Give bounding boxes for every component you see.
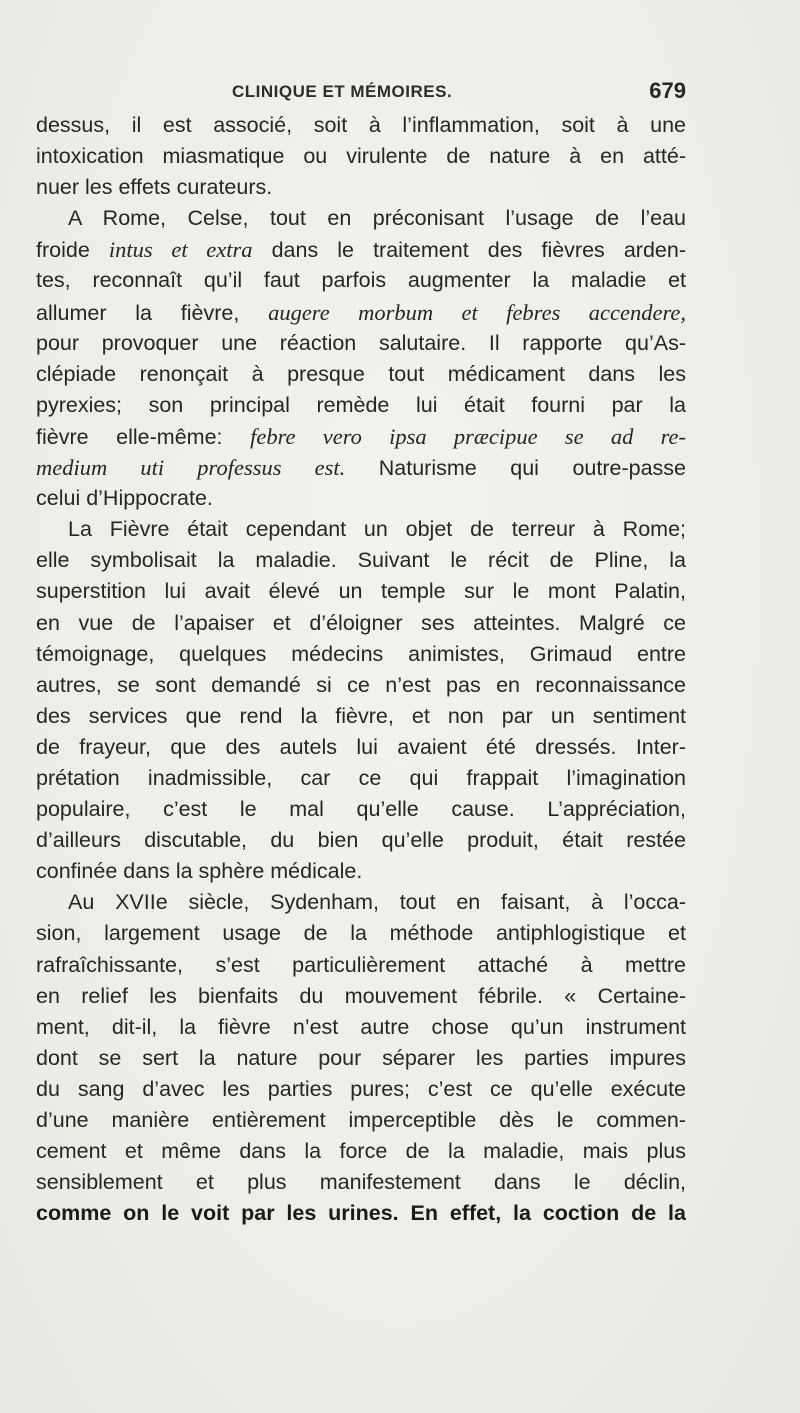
text-line — [36, 981, 686, 1012]
text-segment: superstition lui avait élevé un temple sur le mont Palatin, — [36, 579, 686, 604]
text-segment: du sang d’avec les parties pures; c’est ce qu’elle exécute — [36, 1076, 686, 1101]
text-segment: allumer la fièvre, — [36, 300, 269, 325]
text-line — [36, 483, 686, 514]
text-segment: dans le traitement des fièvres arden- — [252, 238, 687, 263]
text-line — [36, 608, 686, 639]
text-segment: fièvre elle-même: — [36, 424, 251, 449]
text-line — [36, 514, 686, 545]
text-segment: elle symbolisait la maladie. Suivant le récit de Pline, la — [36, 548, 686, 573]
text-segment: pyrexies; son principal remède lui était fourni par la — [36, 392, 686, 417]
text-segment: des services que rend la fièvre, et non par un sentiment — [36, 703, 686, 728]
running-head: CLINIQUE ET MÉMOIRES. — [232, 82, 453, 101]
text-line — [36, 701, 686, 732]
text-line — [36, 421, 686, 452]
text-segment: ment, dit-il, la fièvre n’est autre chose qu’un instrument — [36, 1014, 686, 1039]
text-line — [36, 639, 686, 670]
text-line — [36, 794, 686, 825]
text-line — [36, 732, 686, 763]
text-line — [36, 297, 686, 328]
text-segment: Au XVIIe siècle, Sydenham, tout en faisant, à l’occa- — [68, 890, 686, 915]
text-line — [36, 763, 686, 794]
text-line — [36, 110, 686, 141]
text-line — [36, 203, 686, 234]
text-line — [36, 265, 686, 296]
text-segment: froide — [36, 238, 109, 263]
text-segment: dont se sert la nature pour séparer les parties impures — [36, 1045, 686, 1070]
text-line — [36, 670, 686, 701]
text-line — [36, 918, 686, 949]
text-line — [36, 1167, 686, 1198]
text-line — [36, 950, 686, 981]
text-segment: nuer les effets curateurs. — [36, 175, 273, 200]
text-line — [36, 1136, 686, 1167]
latin-quote: febre vero ipsa præcipue se ad re- — [250, 423, 687, 449]
text-line — [36, 172, 686, 203]
text-segment: d’ailleurs discutable, du bien qu’elle produit, était restée — [36, 828, 686, 853]
text-segment: pour provoquer une réaction salutaire. Il rapporte qu’As- — [36, 330, 686, 355]
text-segment: comme on le voit par les urines. En effet, la coction de la — [36, 1201, 686, 1226]
text-segment: de frayeur, que des autels lui avaient été dressés. Inter- — [36, 734, 686, 759]
text-segment: dessus, il est associé, soit à l’inflammation, soit à une — [36, 113, 686, 137]
text-line — [36, 576, 686, 607]
text-line — [36, 545, 686, 576]
text-segment: en relief les bienfaits du mouvement fébrile. « Certaine- — [36, 983, 686, 1008]
text-segment: en vue de l’apaiser et d’éloigner ses atteintes. Malgré ce — [36, 610, 686, 635]
text-segment: d’une manière entièrement imperceptible dès le commen- — [36, 1108, 686, 1132]
text-segment: rafraîchissante, s’est particulièrement attaché à mettre — [36, 952, 686, 977]
text-segment: prétation inadmissible, car ce qui frappait l’imagination — [36, 765, 686, 790]
text-line — [36, 452, 686, 483]
text-line — [36, 141, 686, 172]
page-number: 679 — [649, 78, 686, 103]
text-segment: confinée dans la sphère médicale. — [36, 859, 363, 884]
text-segment: Naturisme qui outre-passe — [345, 456, 686, 481]
text-line — [36, 234, 686, 265]
text-segment: celui d’Hippocrate. — [36, 486, 213, 511]
text-segment: tes, reconnaît qu’il faut parfois augmenter la maladie et — [36, 268, 686, 293]
text-segment: clépiade renonçait à presque tout médicament dans les — [36, 361, 686, 386]
text-line — [36, 856, 686, 887]
latin-quote: intus et extra — [108, 237, 253, 263]
text-line — [36, 359, 686, 390]
text-line — [36, 390, 686, 421]
text-segment: témoignage, quelques médecins animistes, Grimaud entre — [36, 641, 686, 666]
text-line — [36, 1105, 686, 1136]
page-header — [36, 76, 686, 110]
latin-quote: augere morbum et febres accendere, — [268, 299, 686, 325]
body-text — [36, 110, 686, 1229]
text-segment: autres, se sont demandé si ce n’est pas en reconnaissance — [36, 672, 686, 697]
text-segment: La Fièvre était cependant un objet de terreur à Rome; — [68, 517, 686, 542]
latin-quote: medium uti professus est. — [36, 455, 346, 481]
text-segment: sion, largement usage de la méthode antiphlogistique et — [36, 921, 686, 946]
text-line — [36, 1012, 686, 1043]
text-segment: A Rome, Celse, tout en préconisant l’usage de l’eau — [68, 206, 686, 231]
text-line — [36, 887, 686, 918]
text-segment: intoxication miasmatique ou virulente de nature à en atté- — [36, 144, 686, 169]
text-segment: sensiblement et plus manifestement dans le déclin, — [36, 1170, 686, 1195]
text-line — [36, 1074, 686, 1105]
text-line — [36, 328, 686, 359]
text-line — [36, 1043, 686, 1074]
text-segment: cement et même dans la force de la maladie, mais plus — [36, 1139, 686, 1164]
text-segment: populaire, c’est le mal qu’elle cause. L’appréciation, — [36, 797, 686, 822]
text-line — [36, 1198, 686, 1229]
text-line — [36, 825, 686, 856]
